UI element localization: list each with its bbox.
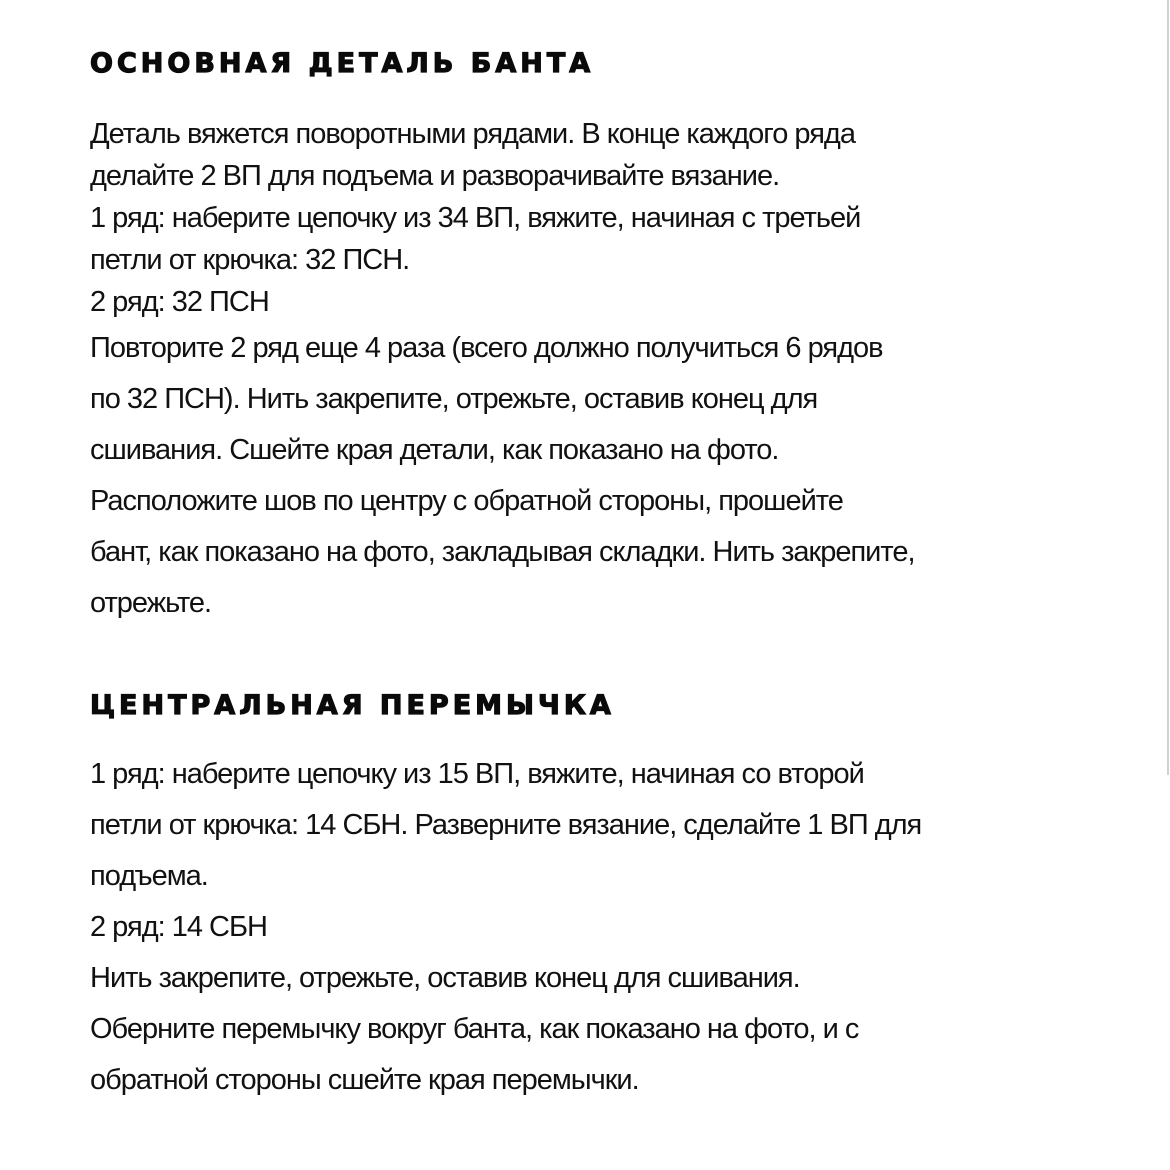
text-line: Повторите 2 ряд еще 4 раза (всего должно получиться 6 рядов	[90, 332, 883, 364]
text-line: сшивания. Сшейте края детали, как показано на фото.	[90, 434, 779, 466]
text-line: петли от крючка: 32 ПСН.	[90, 244, 410, 276]
bow-main-instructions	[90, 323, 915, 629]
text-line: делайте 2 ВП для подъема и разворачивайте вязание.	[90, 160, 780, 192]
text-line: Нить закрепите, отрежьте, оставив конец для сшивания.	[90, 962, 800, 994]
text-line: 1 ряд: наберите цепочку из 15 ВП, вяжите, начиная со второй	[90, 758, 864, 790]
bow-main-intro	[90, 113, 860, 323]
text-line: обратной стороны сшейте края перемычки.	[90, 1064, 639, 1096]
text-line: Деталь вяжется поворотными рядами. В конце каждого ряда	[90, 118, 855, 150]
text-line: по 32 ПСН). Нить закрепите, отрежьте, оставив конец для	[90, 383, 818, 415]
text-line: бант, как показано на фото, закладывая складки. Нить закрепите,	[90, 536, 915, 568]
center-band-instructions	[90, 749, 921, 1106]
text-line: Расположите шов по центру с обратной стороны, прошейте	[90, 485, 843, 517]
section-title-bow-main-part: ОСНОВНАЯ ДЕТАЛЬ БАНТА	[90, 48, 595, 79]
text-line: петли от крючка: 14 СБН. Разверните вязание, сделайте 1 ВП для	[90, 809, 922, 841]
text-line: отрежьте.	[90, 587, 212, 619]
text-line: 2 ряд: 32 ПСН	[90, 286, 269, 318]
text-line: Оберните перемычку вокруг банта, как показано на фото, и с	[90, 1013, 859, 1045]
text-line: 2 ряд: 14 СБН	[90, 911, 267, 943]
text-line: 1 ряд: наберите цепочку из 34 ВП, вяжите, начиная с третьей	[90, 202, 861, 234]
page-edge-divider	[1167, 0, 1169, 775]
text-line: подъема.	[90, 860, 208, 892]
section-title-center-band: ЦЕНТРАЛЬНАЯ ПЕРЕМЫЧКА	[90, 690, 615, 721]
